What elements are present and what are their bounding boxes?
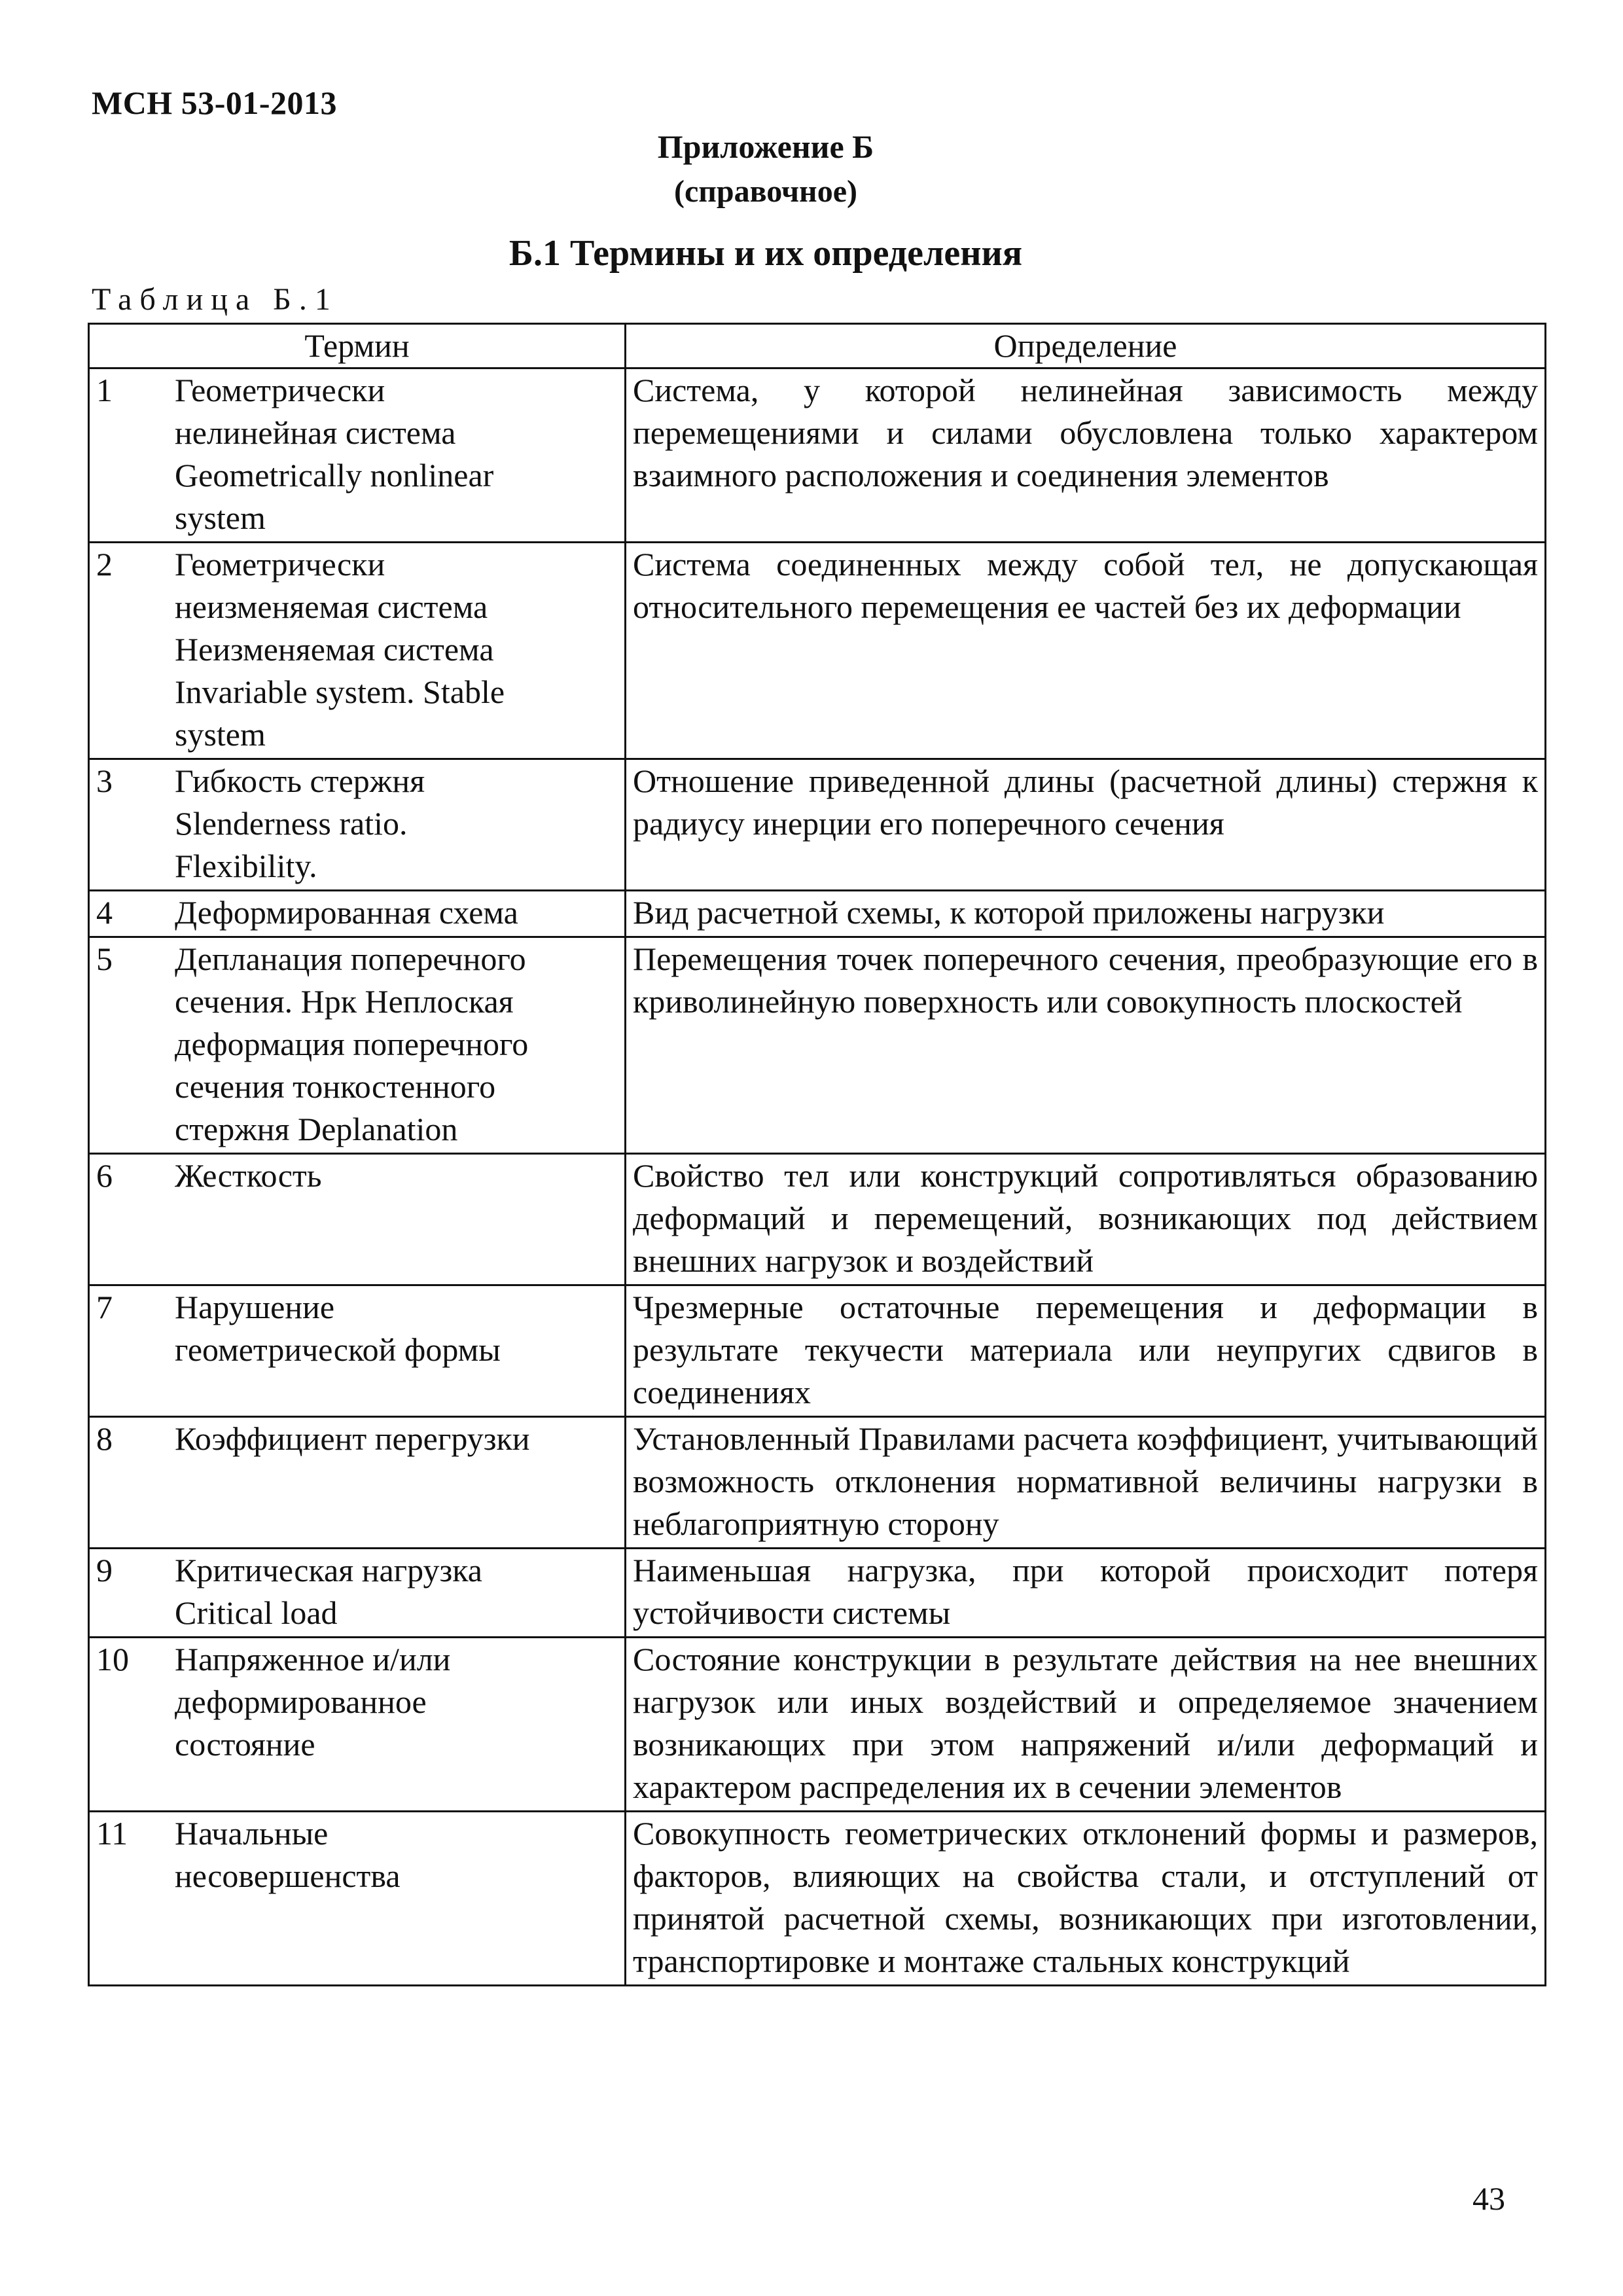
table-row [89,368,1546,543]
term-number: 1 [96,372,113,408]
table-row [89,937,1546,1154]
term-text: Жесткость [175,1157,322,1194]
term-number: 6 [96,1157,113,1194]
table-row [89,1285,1546,1417]
appendix-title: Приложение Б [657,128,874,165]
table-row [89,1549,1546,1638]
table-row [89,1812,1546,1986]
term-text: Напряженное и/или деформированное состояние [175,1641,451,1763]
definition-cell: Система соединенных между собой тел, не допускающая относительного перемещения ее частей без их деформации [626,543,1546,759]
term-cell [89,1549,626,1638]
term-number: 7 [96,1289,113,1325]
definition-cell: Совокупность геометрических отклонений формы и размеров, факторов, влияющих на свойства стали, и отступлений от принятой расчетной схемы, возникающих при изготовлении, транспортировке и монтаже стальных конструкций [626,1812,1546,1986]
term-text: Начальные несовершенства [175,1815,401,1894]
term-cell [89,1417,626,1549]
definition-cell: Система, у которой нелинейная зависимость между перемещениями и силами обусловлена только характером взаимного расположения и соединения элементов [626,368,1546,543]
definition-cell: Отношение приведенной длины (расчетной длины) стержня к радиусу инерции его поперечного сечения [626,759,1546,891]
term-cell [89,1154,626,1285]
term-cell [89,759,626,891]
definition-cell: Установленный Правилами расчета коэффициент, учитывающий возможность отклонения нормативной величины нагрузки в неблагоприятную сторону [626,1417,1546,1549]
term-text: Деформированная схема [175,894,518,931]
table-row [89,543,1546,759]
definition-cell: Состояние конструкции в результате действия на нее внешних нагрузок или иных воздействий и определяемое значением возникающих при этом напряжений и/или деформаций и характером распределения их в сечении элементов [626,1638,1546,1812]
term-number: 2 [96,546,113,583]
term-number: 4 [96,894,113,931]
term-text: Геометрически нелинейная система Geometrically nonlinear system [175,372,494,536]
term-text: Гибкость стержня Slenderness ratio. Flexibility. [175,762,425,884]
appendix-subtitle: (справочное) [673,174,857,209]
term-cell [89,1285,626,1417]
term-cell [89,1638,626,1812]
table-caption: Таблица Б.1 [92,282,338,317]
term-number: 9 [96,1552,113,1588]
term-number: 10 [96,1641,129,1677]
table-header-row [89,324,1546,368]
term-cell [89,891,626,937]
table-row [89,1638,1546,1812]
table-row [89,759,1546,891]
term-number: 3 [96,762,113,799]
column-header-term: Термин [89,324,626,368]
table-row [89,891,1546,937]
section-title: Б.1 Термины и их определения [508,233,1023,274]
term-number: 8 [96,1420,113,1457]
definition-cell: Свойство тел или конструкций сопротивляться образованию деформаций и перемещений, возникающих под действием внешних нагрузок и воздействий [626,1154,1546,1285]
page-number: 43 [1472,2180,1505,2217]
definition-cell: Вид расчетной схемы, к которой приложены нагрузки [626,891,1546,937]
term-text: Нарушение геометрической формы [175,1289,501,1368]
term-cell [89,1812,626,1986]
definition-cell: Чрезмерные остаточные перемещения и деформации в результате текучести материала или неупругих сдвигов в соединениях [626,1285,1546,1417]
document-code: МСН 53-01-2013 [92,84,337,121]
table-row [89,1154,1546,1285]
table-body [89,368,1546,1986]
term-number: 5 [96,941,113,977]
terms-table [88,323,1546,1986]
term-number: 11 [96,1815,128,1852]
table-row [89,1417,1546,1549]
term-text: Депланация поперечного сечения. Нрк Неплоская деформация поперечного сечения тонкостенного стержня Deplanation [175,941,529,1147]
term-cell [89,368,626,543]
column-header-definition: Определение [626,324,1546,368]
term-cell [89,543,626,759]
term-cell [89,937,626,1154]
term-text: Геометрически неизменяемая система Неизменяемая система Invariable system. Stable system [175,546,505,753]
definition-cell: Перемещения точек поперечного сечения, преобразующие его в криволинейную поверхность или совокупность плоскостей [626,937,1546,1154]
term-text: Коэффициент перегрузки [175,1420,530,1457]
definition-cell: Наименьшая нагрузка, при которой происходит потеря устойчивости системы [626,1549,1546,1638]
term-text: Критическая нагрузка Critical load [175,1552,482,1631]
